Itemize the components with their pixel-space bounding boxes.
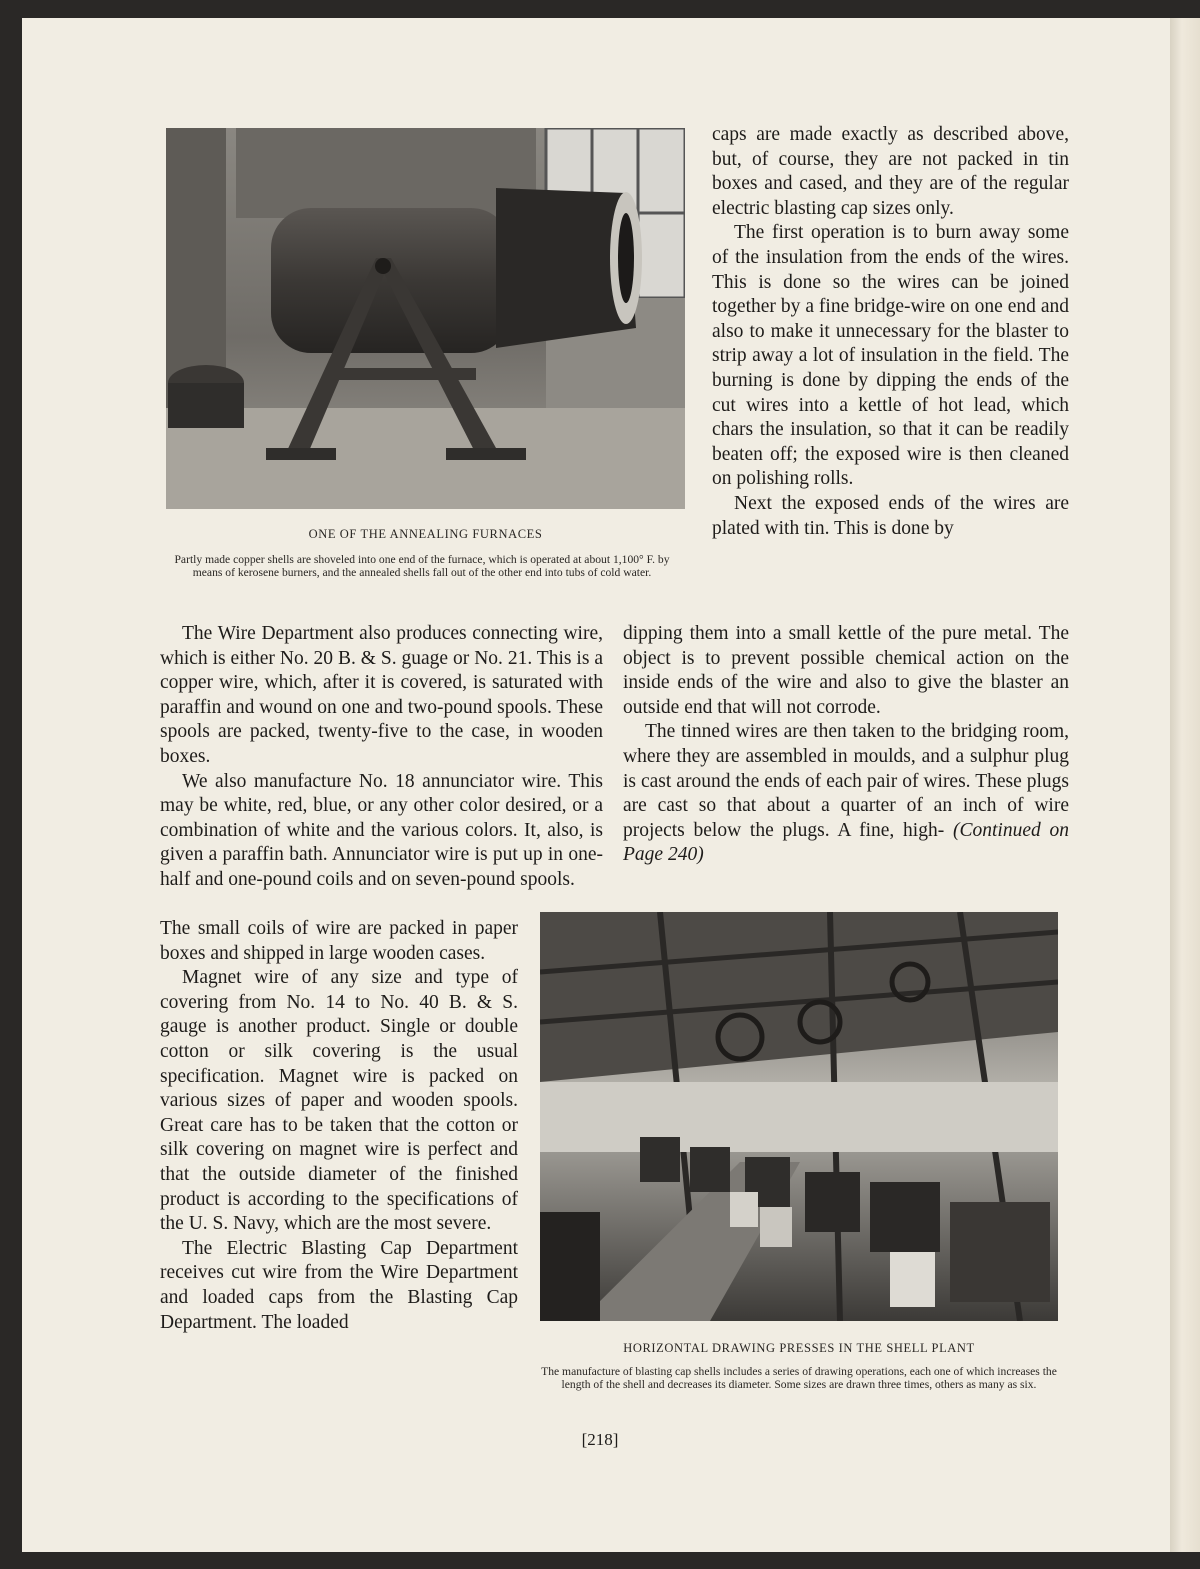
paragraph: caps are made exactly as described above, but, of course, they are not packed in tin boxes and cased, and they are of the regular electric blasting cap sizes only.: [712, 124, 1069, 219]
page-spine: [1170, 18, 1200, 1552]
figure-2-caption: The manufacture of blasting cap shells includes a series of drawing operations, each one of which increases the length of the shell and decreases its diameter. Some sizes are drawn three times, others as many as six.: [541, 1365, 1057, 1391]
right-column-middle: [623, 622, 1069, 868]
paragraph: The first operation is to burn away some of the insulation from the ends of the wires. This is done so the wires can be joined together by a fine bridge-wire on one end and also to make it unnecessary for the blaster to strip away a lot of insulation in the field. The burning is done by dipping the ends of the cut wires into a kettle of hot lead, which chars the insulation, so that it can be readily beaten off; the exposed wire is then cleaned on polishing rolls.: [712, 222, 1069, 490]
paragraph: Next the exposed ends of the wires are plated with tin. This is done by: [712, 492, 1069, 539]
figure-1-caption: Partly made copper shells are shoveled into one end of the furnace, which is operated at about 1,100° F. by means of kerosene burners, and the annealed shells fall out of the other end into tubs of cold water.: [174, 553, 670, 579]
page-number: [218]: [581, 1430, 619, 1449]
paragraph: The small coils of wire are packed in paper boxes and shipped in large wooden cases.: [160, 918, 518, 964]
paragraph: We also manufacture No. 18 annunciator wire. This may be white, red, blue, or any other color desired, or a combination of white and the various colors. It, also, is given a paraffin bath. Annunciator wire is put up in one-half and one-pound coils and on seven-pound spools.: [160, 770, 603, 890]
paragraph-text: The tinned wires are then taken to the bridging room, where they are assembled in moulds, and a sulphur plug is cast around the ends of each pair of wires. These plugs are cast so that about a quarter of an inch of wire projects below the plugs. A fine, high-: [623, 721, 1069, 841]
paragraph: dipping them into a small kettle of the pure metal. The object is to prevent possible chemical action on the inside ends of the wire and also to give the blaster an outside end that will not corrode.: [623, 623, 1069, 718]
left-column-bottom: [160, 917, 518, 1335]
drawing-presses-photo: [540, 912, 1058, 1321]
paragraph: The Electric Blasting Cap Department receives cut wire from the Wire Department and loaded caps from the Blasting Cap Department. The loaded: [160, 1237, 518, 1333]
left-column-top: [160, 622, 603, 893]
figure-1-title: ONE OF THE ANNEALING FURNACES: [308, 527, 543, 541]
annealing-furnace-photo: [166, 128, 685, 509]
figure-2-title: HORIZONTAL DRAWING PRESSES IN THE SHELL PLANT: [623, 1341, 975, 1355]
right-column-top: [712, 123, 1069, 541]
paragraph: The Wire Department also produces connecting wire, which is either No. 20 B. & S. guage or No. 21. This is a copper wire, which, after it is covered, is saturated with paraffin and wound on one and two-pound spools. These spools are packed, twenty-five to the case, in wooden boxes.: [160, 623, 603, 767]
continued-note: (Continued on Page 240): [623, 819, 1069, 866]
paragraph: Magnet wire of any size and type of covering from No. 14 to No. 40 B. & S. gauge is another product. Single or double cotton or silk covering is the usual specification. Magnet wire is packed on various sizes of paper and wooden spools. Great care has to be taken that the cotton or silk covering on magnet wire is perfect and that the outside diameter of the finished product is according to the specifications of the U. S. Navy, which are the most severe.: [160, 967, 518, 1235]
paragraph: [623, 720, 1069, 868]
